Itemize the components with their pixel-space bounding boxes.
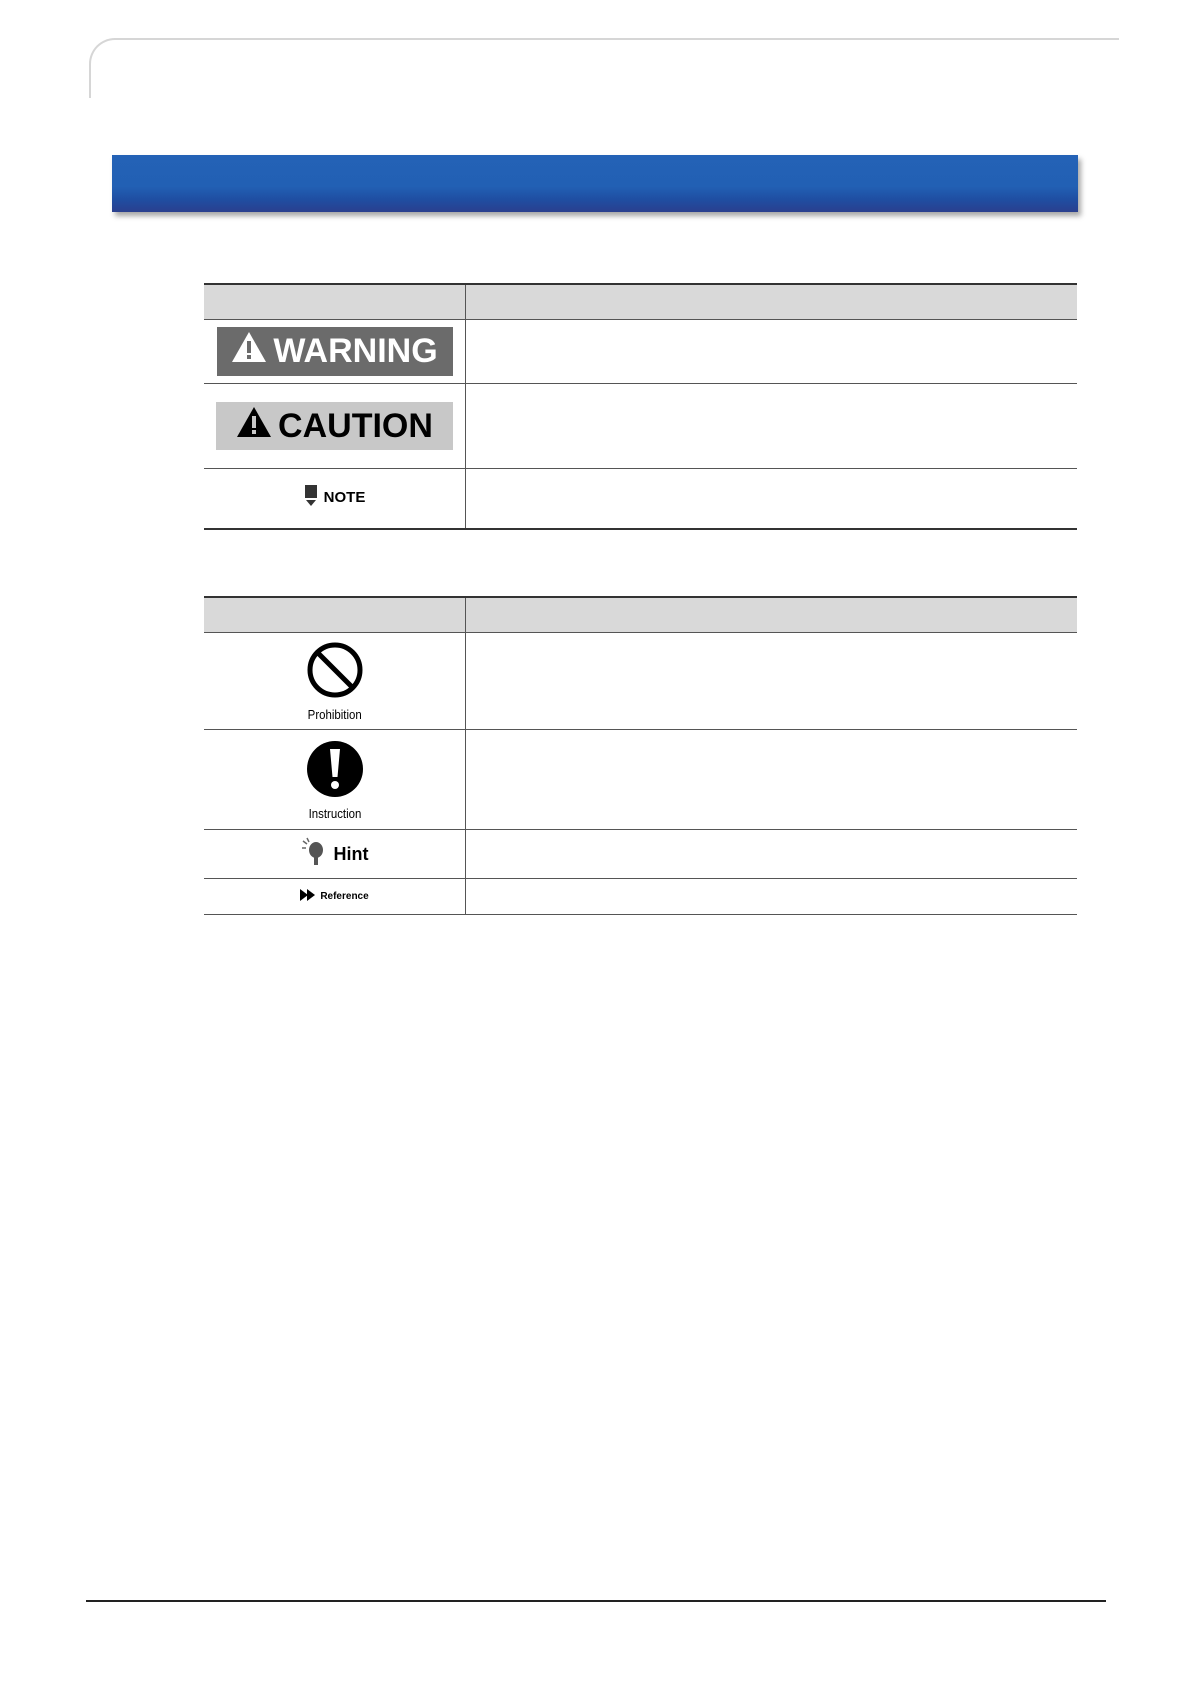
instruction-symbol (204, 739, 465, 821)
signal-words-table (204, 283, 1077, 530)
note-signal-word (304, 485, 366, 511)
warning-triangle-icon (231, 331, 267, 372)
instruction-caption: Instruction (308, 805, 361, 821)
note-label: NOTE (323, 489, 366, 507)
table-row (204, 469, 1077, 529)
note-marker-icon (304, 485, 318, 511)
symbol-cell (204, 879, 466, 915)
prohibition-caption: Prohibition (307, 707, 362, 722)
symbols-table (204, 596, 1077, 915)
double-arrow-icon (300, 889, 316, 904)
hint-label: Hint (333, 843, 369, 864)
page-frame-decoration (89, 38, 1119, 98)
description-cell (466, 320, 1078, 384)
warning-label: WARNING (273, 332, 438, 370)
table-header-description (466, 597, 1078, 633)
table-header-symbol (204, 597, 466, 633)
description-cell (466, 730, 1078, 830)
footer-divider (86, 1600, 1106, 1602)
symbol-cell (204, 730, 466, 830)
warning-signal-word (217, 327, 453, 376)
caution-signal-word (216, 402, 453, 450)
exclamation-circle-icon (305, 739, 365, 804)
table-header-symbol (204, 284, 466, 320)
caution-label: CAUTION (278, 406, 433, 445)
section-title-bar (112, 155, 1078, 212)
table-row (204, 730, 1077, 830)
prohibition-symbol (204, 640, 465, 722)
table-row (204, 879, 1077, 915)
table-row (204, 384, 1077, 469)
prohibition-icon (305, 640, 365, 705)
table-header-row (204, 284, 1077, 320)
table-row (204, 320, 1077, 384)
table-row (204, 633, 1077, 730)
symbol-cell (204, 830, 466, 879)
description-cell (466, 469, 1078, 529)
table-header-description (466, 284, 1078, 320)
table-header-row (204, 597, 1077, 633)
symbol-cell (204, 633, 466, 730)
lightbulb-icon (301, 837, 325, 872)
description-cell (466, 830, 1078, 879)
table-row (204, 830, 1077, 879)
symbol-cell (204, 320, 466, 384)
hint-symbol (301, 837, 369, 872)
reference-symbol (300, 889, 368, 904)
reference-label: Reference (320, 890, 369, 902)
description-cell (466, 879, 1078, 915)
warning-triangle-icon (236, 406, 272, 447)
symbol-cell (204, 469, 466, 529)
description-cell (466, 633, 1078, 730)
symbol-cell (204, 384, 466, 469)
description-cell (466, 384, 1078, 469)
